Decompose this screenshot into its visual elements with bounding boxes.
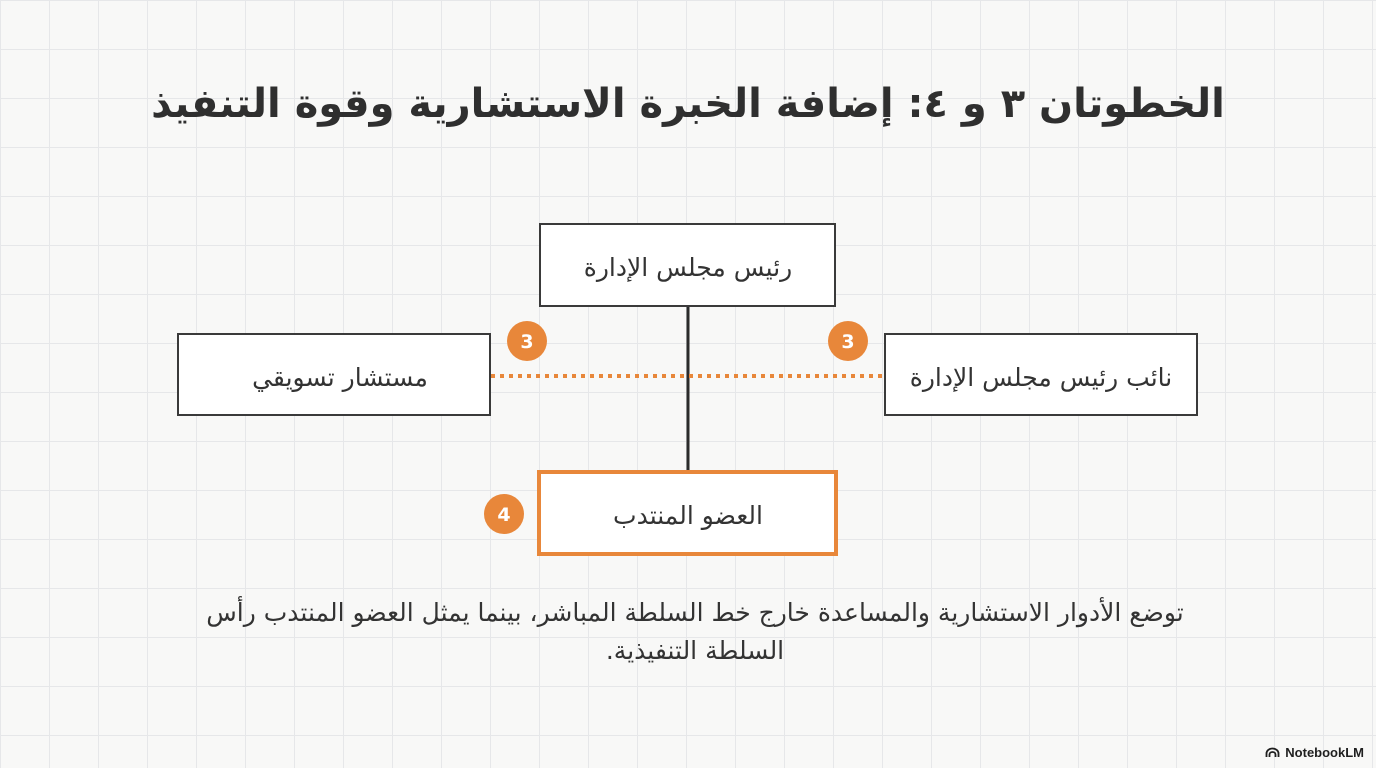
node-chairman-label: رئيس مجلس الإدارة	[583, 253, 793, 282]
node-marketing-consultant-label: مستشار تسويقي	[252, 363, 428, 392]
step-badge-bottom-label: 4	[497, 504, 511, 526]
node-marketing-consultant	[178, 334, 490, 415]
node-vice-chairman	[885, 334, 1197, 415]
step-badge-left	[507, 321, 547, 361]
step-badge-bottom	[484, 494, 524, 534]
brand-watermark	[1265, 745, 1364, 760]
slide-caption: توضع الأدوار الاستشارية والمساعدة خارج خط السلطة المباشر، بينما يمثل العضو المنتدب رأس السلطة التنفيذية.	[206, 598, 1184, 665]
node-vice-chairman-label: نائب رئيس مجلس الإدارة	[909, 363, 1173, 392]
node-managing-director-label: العضو المنتدب	[613, 501, 763, 530]
node-chairman	[540, 224, 835, 306]
step-badge-right	[828, 321, 868, 361]
step-badge-right-label: 3	[841, 331, 855, 353]
notebooklm-logo-icon	[1265, 747, 1280, 758]
brand-name: NotebookLM	[1285, 745, 1364, 760]
page-title: الخطوتان ٣ و ٤: إضافة الخبرة الاستشارية وقوة التنفيذ	[151, 81, 1225, 127]
step-badge-left-label: 3	[520, 331, 534, 353]
node-managing-director	[539, 472, 836, 554]
